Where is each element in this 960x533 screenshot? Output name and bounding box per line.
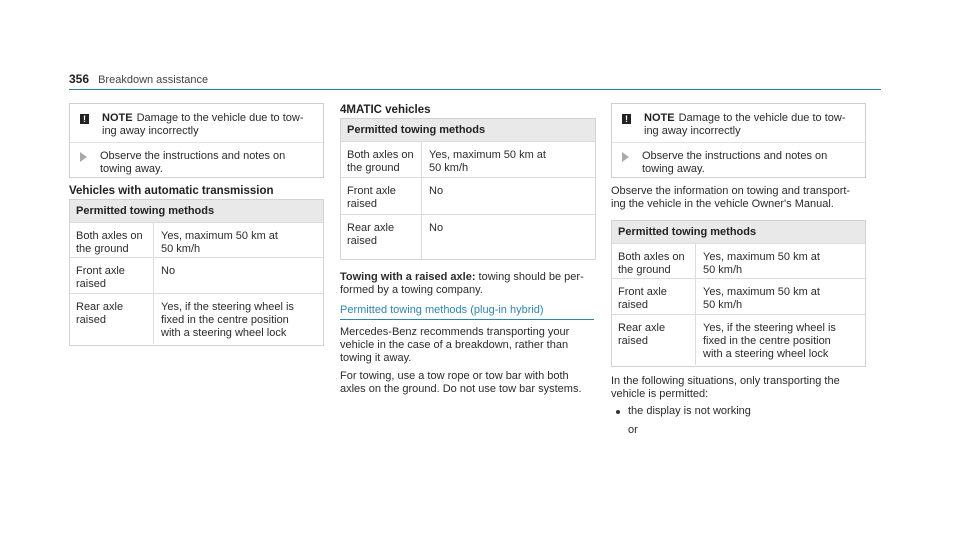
table-header: Permitted towing methods <box>341 119 595 141</box>
towing-label: Towing with a raised axle: <box>340 271 476 283</box>
bullet <box>616 410 620 414</box>
table-row: Rear axle raised No <box>341 214 595 259</box>
paragraph-towing: For towing, use a tow rope or tow bar with both axles on the ground. Do not use tow bar systems. <box>340 370 582 395</box>
towing-table-hybrid <box>611 220 866 367</box>
note-box-1: ! NOTE Damage to the vehicle due to tow- ing away incorrectly Observe the instructions and notes on towing away. <box>69 103 324 178</box>
arrow-right-icon <box>80 152 87 162</box>
list-item: the display is not working <box>628 405 751 417</box>
paragraph-observe: Observe the information on towing and transport- ing the vehicle in the vehicle Owner's Manual. <box>611 185 851 210</box>
table-row: Rear axle raised Yes, if the steering wheel is fixed in the centre position with a steering wheel lock <box>612 314 865 365</box>
table-row: Both axles on the ground Yes, maximum 50 km at 50 km/h <box>70 222 323 257</box>
towing-raised-axle: Towing with a raised axle: towing should be per- formed by a towing company. <box>340 271 584 296</box>
towing-table-automatic <box>69 199 324 346</box>
note-text: Damage to the vehicle due to tow- <box>678 112 846 124</box>
heading-4matic: 4MATIC vehicles <box>340 104 431 116</box>
page-number: 356 <box>69 72 90 86</box>
note-label: NOTE <box>644 112 675 124</box>
arrow-right-icon <box>622 152 629 162</box>
warning-icon: ! <box>80 114 89 124</box>
table-header: Permitted towing methods <box>612 221 865 243</box>
table-row: Front axle raised No <box>341 177 595 214</box>
table-row: Front axle raised Yes, maximum 50 km at 50 km/h <box>612 278 865 314</box>
table-header: Permitted towing methods <box>70 200 323 222</box>
page-header <box>69 73 881 90</box>
table-row: Rear axle raised Yes, if the steering wheel is fixed in the centre position with a steering wheel lock <box>70 293 323 344</box>
note-box-2: ! NOTE Damage to the vehicle due to tow- ing away incorrectly Observe the instructions and notes on towing away. <box>611 103 866 178</box>
note-label: NOTE <box>102 112 133 124</box>
heading-automatic: Vehicles with automatic transmission <box>69 185 274 197</box>
table-row: Both axles on the ground Yes, maximum 50 km at 50 km/h <box>612 243 865 278</box>
link-plugin-hybrid[interactable]: Permitted towing methods (plug-in hybrid) <box>340 304 594 320</box>
warning-icon: ! <box>622 114 631 124</box>
page-title: Breakdown assistance <box>98 74 209 86</box>
or-text: or <box>628 424 638 436</box>
note-instruction: Observe the instructions and notes on <box>100 150 286 162</box>
towing-table-4matic <box>340 118 596 260</box>
paragraph-recommendation: Mercedes-Benz recommends transporting your vehicle in the case of a breakdown, rather than towing it away. <box>340 326 570 364</box>
paragraph-situations: In the following situations, only transporting the vehicle is permitted: <box>611 375 840 400</box>
table-row: Both axles on the ground Yes, maximum 50 km at 50 km/h <box>341 141 595 177</box>
note-instruction: Observe the instructions and notes on <box>642 150 828 162</box>
table-row: Front axle raised No <box>70 257 323 293</box>
note-text: Damage to the vehicle due to tow- <box>136 112 304 124</box>
